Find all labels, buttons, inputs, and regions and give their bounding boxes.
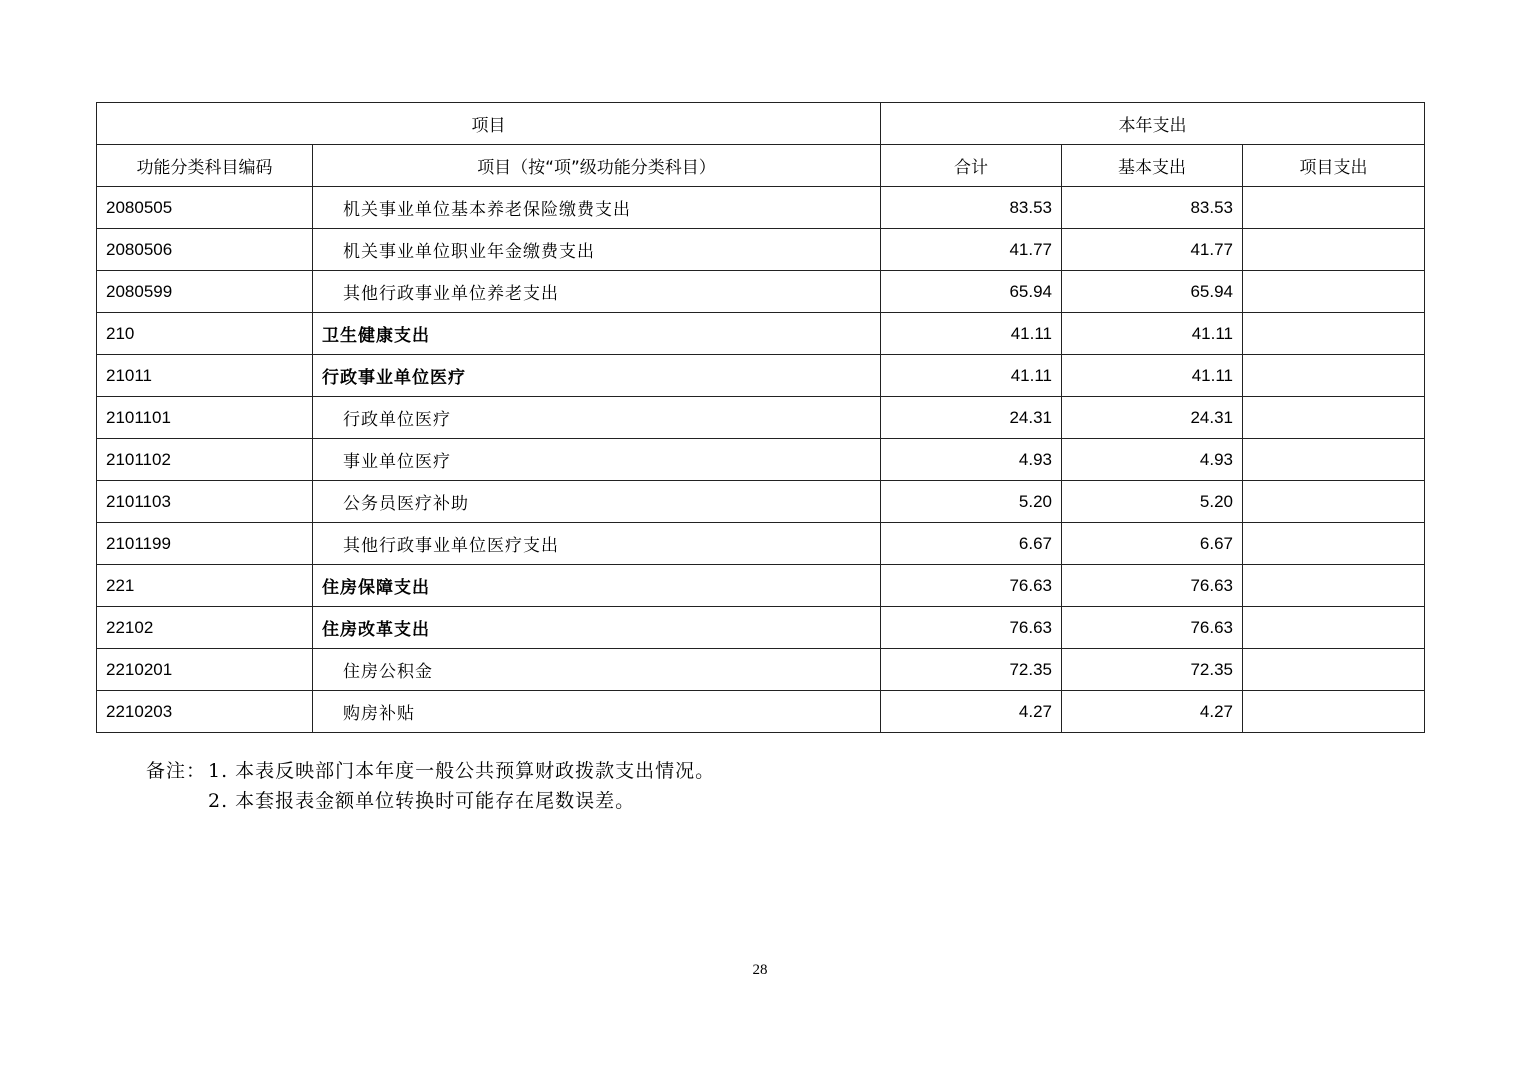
row-basic: 6.67 — [1062, 523, 1243, 565]
row-total: 72.35 — [881, 649, 1062, 691]
row-project — [1243, 691, 1425, 733]
row-basic: 76.63 — [1062, 565, 1243, 607]
table-row — [97, 313, 1425, 355]
row-code: 2210203 — [97, 691, 313, 733]
table-row — [97, 523, 1425, 565]
row-name: 机关事业单位基本养老保险缴费支出 — [313, 187, 881, 229]
row-project — [1243, 481, 1425, 523]
row-total: 41.11 — [881, 313, 1062, 355]
row-code: 210 — [97, 313, 313, 355]
row-code: 2080506 — [97, 229, 313, 271]
row-code: 2101101 — [97, 397, 313, 439]
code-column-header: 功能分类科目编码 — [97, 145, 313, 187]
row-basic: 41.11 — [1062, 313, 1243, 355]
row-name: 公务员医疗补助 — [313, 481, 881, 523]
row-total: 5.20 — [881, 481, 1062, 523]
row-name: 住房改革支出 — [313, 607, 881, 649]
row-project — [1243, 271, 1425, 313]
row-code: 2101102 — [97, 439, 313, 481]
row-project — [1243, 607, 1425, 649]
row-name: 其他行政事业单位医疗支出 — [313, 523, 881, 565]
row-total: 65.94 — [881, 271, 1062, 313]
row-total: 4.27 — [881, 691, 1062, 733]
row-code: 2210201 — [97, 649, 313, 691]
remarks-label: 备注： — [146, 760, 207, 782]
row-project — [1243, 187, 1425, 229]
remark-line — [146, 756, 715, 786]
table-row — [97, 187, 1425, 229]
expenditure-table — [96, 102, 1425, 733]
row-project — [1243, 313, 1425, 355]
table-row — [97, 229, 1425, 271]
project-group-header: 项目 — [97, 103, 881, 145]
row-basic: 41.77 — [1062, 229, 1243, 271]
row-code: 2080505 — [97, 187, 313, 229]
remark-indent — [146, 786, 208, 816]
row-name: 行政单位医疗 — [313, 397, 881, 439]
row-name: 购房补贴 — [313, 691, 881, 733]
row-code: 21011 — [97, 355, 313, 397]
page-number: 28 — [752, 962, 768, 978]
row-basic: 41.11 — [1062, 355, 1243, 397]
row-code: 2080599 — [97, 271, 313, 313]
row-project — [1243, 565, 1425, 607]
row-name: 住房保障支出 — [313, 565, 881, 607]
total-column-header: 合计 — [881, 145, 1062, 187]
row-basic: 83.53 — [1062, 187, 1243, 229]
row-total: 4.93 — [881, 439, 1062, 481]
row-project — [1243, 523, 1425, 565]
row-project — [1243, 649, 1425, 691]
table-row — [97, 481, 1425, 523]
row-code: 2101199 — [97, 523, 313, 565]
table-row — [97, 565, 1425, 607]
row-total: 41.77 — [881, 229, 1062, 271]
row-basic: 5.20 — [1062, 481, 1243, 523]
table-row — [97, 649, 1425, 691]
table-group-header-row — [97, 103, 1425, 145]
table-row — [97, 271, 1425, 313]
table-row — [97, 355, 1425, 397]
row-basic: 72.35 — [1062, 649, 1243, 691]
row-code: 22102 — [97, 607, 313, 649]
remark-text: 2. 本套报表金额单位转换时可能存在尾数误差。 — [208, 790, 636, 812]
row-total: 76.63 — [881, 607, 1062, 649]
project-column-header: 项目支出 — [1243, 145, 1425, 187]
row-name: 卫生健康支出 — [313, 313, 881, 355]
row-total: 41.11 — [881, 355, 1062, 397]
row-project — [1243, 355, 1425, 397]
row-total: 83.53 — [881, 187, 1062, 229]
basic-column-header: 基本支出 — [1062, 145, 1243, 187]
row-basic: 4.27 — [1062, 691, 1243, 733]
row-total: 24.31 — [881, 397, 1062, 439]
table-row — [97, 439, 1425, 481]
row-total: 6.67 — [881, 523, 1062, 565]
remark-line — [146, 786, 715, 816]
row-project — [1243, 229, 1425, 271]
row-name: 行政事业单位医疗 — [313, 355, 881, 397]
row-total: 76.63 — [881, 565, 1062, 607]
remark-text: 1. 本表反映部门本年度一般公共预算财政拨款支出情况。 — [208, 760, 716, 782]
row-project — [1243, 439, 1425, 481]
table-row — [97, 607, 1425, 649]
row-basic: 4.93 — [1062, 439, 1243, 481]
row-name: 机关事业单位职业年金缴费支出 — [313, 229, 881, 271]
row-name: 住房公积金 — [313, 649, 881, 691]
remarks — [146, 756, 715, 816]
expense-group-header: 本年支出 — [881, 103, 1425, 145]
row-basic: 24.31 — [1062, 397, 1243, 439]
row-code: 2101103 — [97, 481, 313, 523]
table-row — [97, 397, 1425, 439]
row-name: 事业单位医疗 — [313, 439, 881, 481]
row-project — [1243, 397, 1425, 439]
row-code: 221 — [97, 565, 313, 607]
table-row — [97, 691, 1425, 733]
item-column-header: 项目（按“项”级功能分类科目） — [313, 145, 881, 187]
row-basic: 76.63 — [1062, 607, 1243, 649]
table-column-header-row — [97, 145, 1425, 187]
row-basic: 65.94 — [1062, 271, 1243, 313]
row-name: 其他行政事业单位养老支出 — [313, 271, 881, 313]
